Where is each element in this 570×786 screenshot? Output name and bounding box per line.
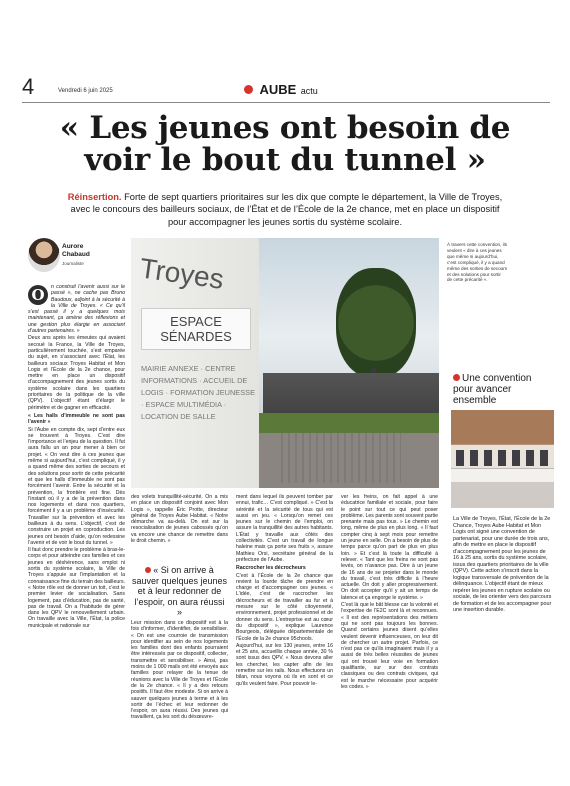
signing-photo [451,410,554,508]
paragraph: des volets tranquillité-sécurité. On a mis en place un dispositif conjoint avec Mon Logis », rappelle Éric Protte, directeur général de Troyes Aube Habitat. « Notre démarche va au-delà. On est sur la resocialisation de jeunes cabossés qu’on va encore une chance de remettre dans le droit chemin. » [131,494,228,545]
red-bullet-icon [244,85,253,94]
city-plate: Troyes [137,252,226,295]
article-standfirst [60,191,510,228]
section-rubric [244,81,318,99]
column-2 [131,494,228,545]
intro-paragraph: n construit l’avenir aussi sur le passé », ne cache pas Bruno Baudoux, adjoint à la sécurité à la Ville de Troyes. « Ce qu’il s’est passé il y a quelques mois maintenant, ça amène des réflexions et une gestion plus élargie en associant d’autres partenaires. » [28,284,125,335]
paragraph: Deux ans après les émeutes qui avaient secoué la France, la Ville de Troyes, particulièrement touchée, s’est emparée du sujet, en s’associant avec l’État, les bailleurs sociaux Troyes Habitat et Mon Logis et l’École de la 2e chance, pour mettre en place un dispositif d’accompagnement des jeunes sortis du système scolaire dans les quartiers prioritaires de la politique de la ville (QPV). L’objectif étant d’élargir le périmètre et de gagner en efficacité. [28,335,125,411]
paragraph: C’est à l’École de la 2e chance que revient la lourde tâche de prendre en charge et d’accompagner ces jeunes. « L’idée, c’est de raccrocher les décrocheurs et de travailler au fur et à mesure sur le côté citoyenneté, environnement, projet professionnel et de donner du sens. L’entreprise est au cœur du dispositif », explique Laurence Bourgeois, déléguée départementale de l’École de la 2e chance 95chools. [236,572,333,642]
subheading: « Les halls d’immeuble ne sont pas l’avenir » [28,412,125,426]
paragraph: ver les freins, on fait appel à une éducatrice familiale et sociale, pour faire le point sur tout ce qui peut poser problème. Les parents sont souvent partie prenante mais pas tous. » Le chemin est long, même de plus en plus long. « Il faut compter cinq à sept mois pour remettre un jeune en selle. On a besoin de plus de temps parce qu’on part de plus en plus loin. » Et c’est là toute la difficulté à relever. « Tant que les freins ne sont pas levés, on n’avance pas. Dire à un jeune de 16 ans de se projeter dans le monde du travail, c’est très difficile à l’heure actuelle. On doit y aller progressivement. On doit accepter qu’il y ait un temps de latence et ça engorge le système. » [341,494,438,601]
pull-quote: « Si on arrive à sauver quelques jeunes et à leur redonner de l’espoir, on aura réussi » [131,565,228,617]
column-1 [28,284,125,630]
standfirst-lead: Réinsertion. [67,192,122,202]
author-byline [28,238,138,274]
issue-date: Vendredi 6 juin 2025 [58,88,113,94]
column-2-cont [131,620,228,722]
paragraph: Leur mission dans ce dispositif est à la fois d’informer, d’identifier, de sensibiliser. « On est une courroie de transmission pour identifier au sein de nos logements les familles dont des enfants pourraient être intéressés par ce dispositif, collecter, transmettre et sensibiliser. » Ainsi, pas moins de 1 000 mails ont été envoyés aux familles pour relayer de la tenue de réunions avec la Ville de Troyes et l’École de la 2e chance. « Il y a des retours positifs. Il faut être modeste. Si on arrive à sauver quelques jeunes à terme et à les sortir de l’échec et leur redonner de l’espoir, on aura réussi. Des jeunes qui travaillent, ça les sort du désœuvre- [131,620,228,721]
red-bullet-icon [145,567,151,573]
drop-cap: O [28,285,48,305]
rubric-subtitle: actu [300,86,318,96]
article-headline: « Les jeunes ont besoin de voir le bout du tunnel » [59,110,511,178]
paragraph: Aujourd’hui, sur les 130 jeunes, entre 16 et 25 ans, accueillis chaque année, 30 % sont issus des QPV. « Nous devons aller les chercher, les capter afin de les remettre sur les rails. Nous effectuons un bilan, nous voyons où ils en sont et ce qu’ils veulent faire. Pour pouvoir le- [236,642,333,687]
header-divider [22,102,550,103]
author-role: Journaliste [62,261,84,266]
paragraph: ment dans lequel ils peuvent tomber par ennui, trafic… C’est compliqué. » C’est la sérénité et la sécurité de tous qui est aussi en jeu. « Lorsqu’on remet ces jeunes sur le chemin de l’emploi, on assure la tranquillité des autres habitants. L’État y travaille aux côtés des collectivités. C’est un travail de longue haleine mais ça porte ses fruits », assure Mathieu Orsi, secrétaire général de la préfecture de l’Aube. [236,494,333,563]
photo-caption: À travers cette convention, ils veulent « dire à ces jeunes que même si aujourd’hui, c’est compliqué, il y a quand même des sorties de secours et des solutions pour sortir de cette précarité ». [447,242,508,283]
column-3 [236,494,333,688]
main-photo [131,238,439,488]
paragraph: C’est là que le bât blesse car la volonté et l’expertise de l’E2C sont là et reconnues. « Il est des représentations des métiers qui ne sont pas toujours les bonnes. Quand certains jeunes disent qu’elles veulent devenir influenceuses, on leur dit de chercher un autre projet. Parfois, ce n’est pas ce qu’ils imaginaient mais il y a aussi de très belles réussites de jeunes qui ont trouvé leur voie en formation qualifiante, sur sur des contrats classiques ou des contrats civiques, qui est le marche nécessaire pour acquérir les codes. » [341,602,438,690]
standfirst-text: Forte de sept quartiers prioritaires sur les dix que compte le département, la Ville de Troyes, avec le concours des bailleurs sociaux, de l’État et de l’École de la 2e chance, met en place un dispositif pour accompagner les jeunes sortis du système scolaire. [70,192,503,227]
red-bullet-icon [453,374,460,381]
sidebar-text: La Ville de Troyes, l’État, l’École de la 2e Chance, Troyes Aube Habitat et Mon Logis ont signé une convention de partenariat, pour une durée de trois ans, afin de mettre en place le dispositif d’accompagnement pour les jeunes de 16 à 25 ans, sortis du système scolaire, issus des quartiers prioritaires de la ville (QPV). Cette action s’inscrit dans la logique transversale de prévention de la délinquance. L’objectif étant de mieux repérer les jeunes en rupture scolaire ou sociale, de les orienter vers des parcours de formation et de les accompagner pour une insertion durable. [453,516,552,613]
subheading: Raccrocher les décrocheurs [236,565,306,572]
author-avatar [28,238,60,272]
espace-sign: ESPACE SÉNARDES [141,308,251,350]
paragraph: Si l’Aube en compte dix, sept d’entre eux se trouvent à Troyes. C’est dire l’importance et l’enjeu de la question. Il fut aura fallu un an pour mener à bien ce projet. « On veut dire à ces jeunes que même si aujourd’hui, c’est compliqué, il y a quand même des sorties de secours et des solutions pour sortir de cette précarité et que les halls d’immeuble ne sont pas forcément l’avenir. Entre la sécurité et la prévention, la frontière est fine. Dès l’instant où il y a de la prévention dans nos logements et dans nos quartiers, forcément il y a un problème d’insécurité. Travailler sur la prévention et avec les bailleurs à du sens. L’objectif, c’est de construire un projet en coproduction. Les jeunes ont besoin d’aide, qu’on redessine l’avenir et de voir le bout du tunnel. » [28,426,125,546]
services-list: MAIRIE ANNEXE · CENTRE INFORMATIONS · ACCUEIL DE LOGIS · FORMATION JEUNESSE · ESPACE MULTIMÉDIA · LOCATION DE SALLE [141,364,256,421]
tree [336,268,416,378]
page-number: 4 [22,74,35,99]
column-4 [341,494,438,691]
rubric-title: AUBE [259,82,297,97]
paragraph: Il faut donc prendre le problème à bras-le-corps et pour atteindre ces familles et ces jeunes en déshérence, sans emploi ni sortis du système scolaire, la Ville de Troyes s’appuie sur l’implantation et la connaissance fine du terrain des bailleurs. « Notre rôle est de donner un toit, c’est le premier levier de socialisation. Sans logement, pas d’éducation, pas de santé, pas de travail. On a l’habitude de gérer dans les QPV le renouvellement urbain. On travaille avec la Ville, l’État, la police municipale et nationale sur [28,547,125,629]
sidebar-title: Une convention pour avancer ensemble [453,373,532,406]
page-header [22,74,550,100]
author-name: Aurore Chabaud [62,243,90,258]
